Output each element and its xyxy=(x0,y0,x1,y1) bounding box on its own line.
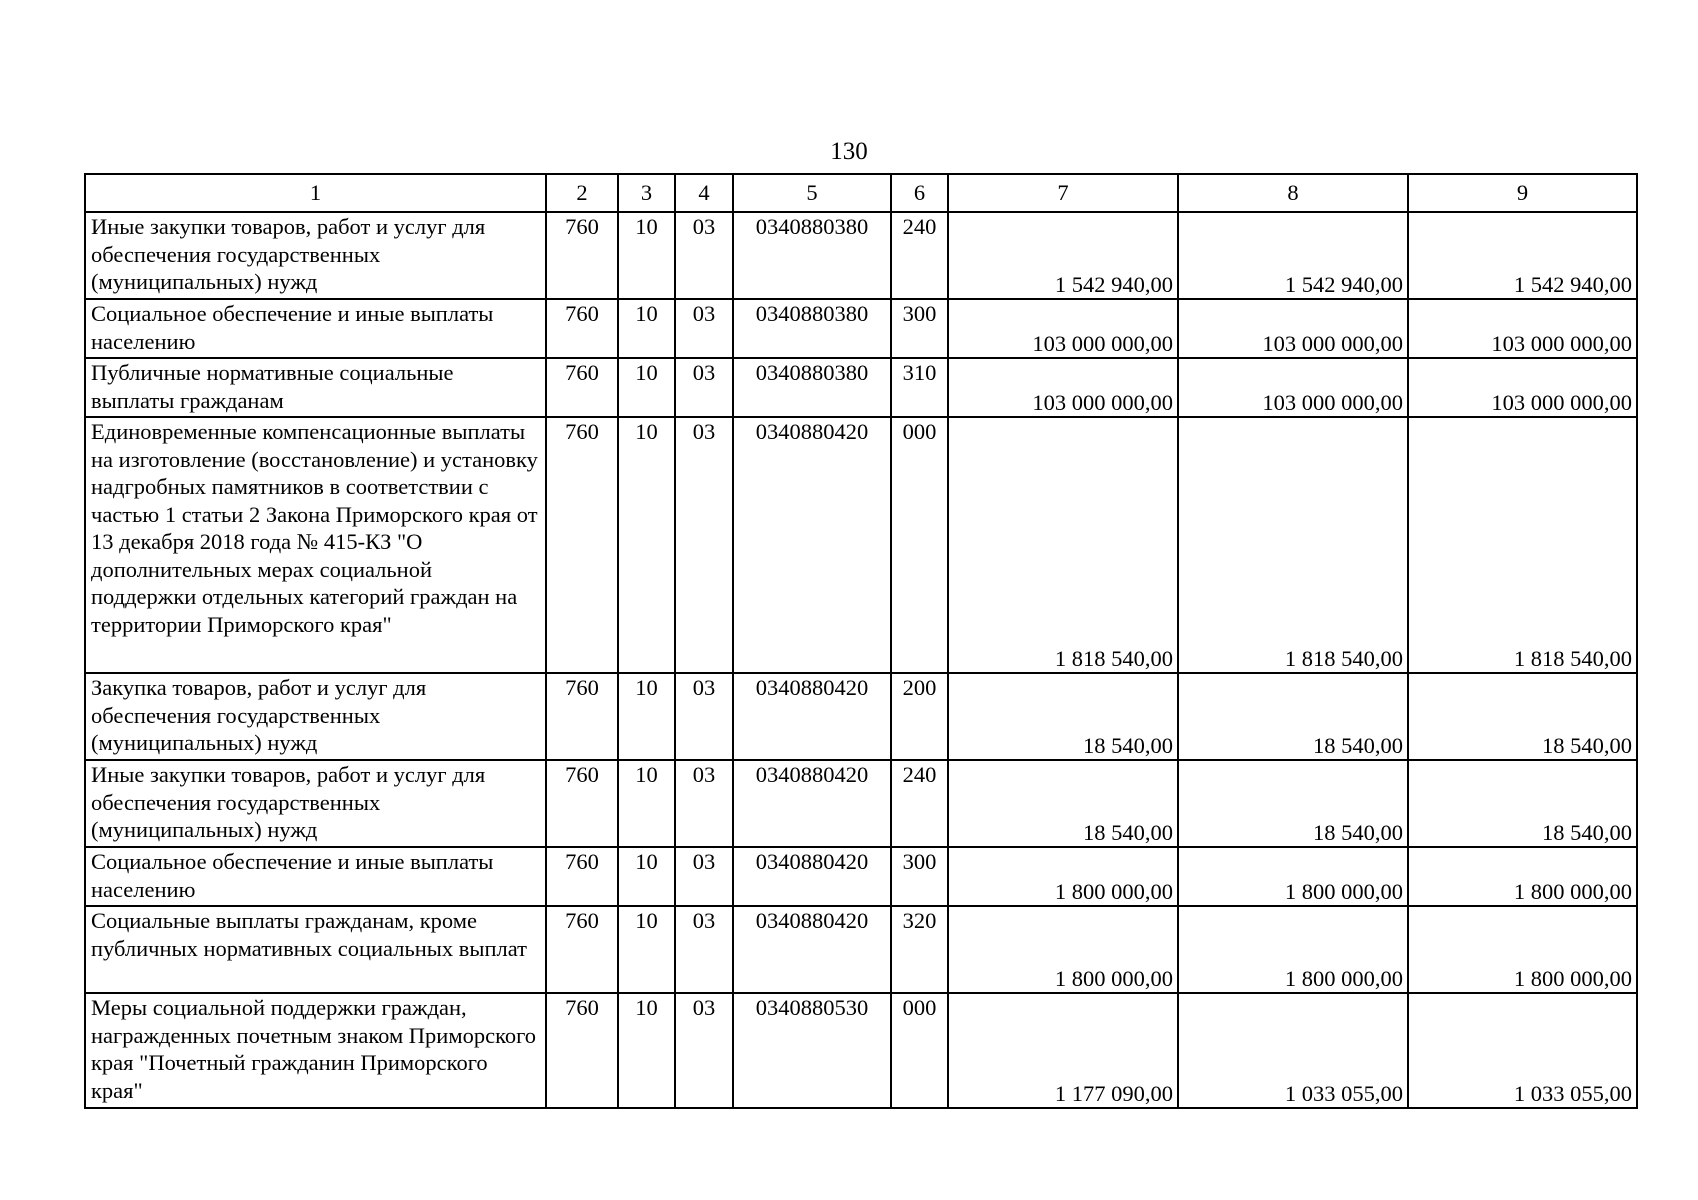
amount-col-8: 1 033 055,00 xyxy=(1178,993,1408,1108)
expense-type-code: 240 xyxy=(891,212,948,299)
table-row xyxy=(85,299,1637,358)
target-article-code: 0340880380 xyxy=(733,299,891,358)
header-cell: 5 xyxy=(733,174,891,212)
item-name: Закупка товаров, работ и услуг для обеспечения государственных (муниципальных) нужд xyxy=(85,673,546,760)
table-row xyxy=(85,673,1637,760)
section-code: 10 xyxy=(618,847,675,906)
ministry-code: 760 xyxy=(546,993,618,1108)
subsection-code: 03 xyxy=(675,299,733,358)
target-article-code: 0340880380 xyxy=(733,212,891,299)
item-name: Социальные выплаты гражданам, кроме публичных нормативных социальных выплат xyxy=(85,906,546,993)
amount-col-8: 103 000 000,00 xyxy=(1178,358,1408,417)
section-code: 10 xyxy=(618,760,675,847)
section-code: 10 xyxy=(618,417,675,673)
header-cell: 6 xyxy=(891,174,948,212)
table-row xyxy=(85,993,1637,1108)
target-article-code: 0340880420 xyxy=(733,847,891,906)
page-number: 130 xyxy=(830,138,868,165)
target-article-code: 0340880420 xyxy=(733,906,891,993)
amount-col-9: 1 542 940,00 xyxy=(1408,212,1637,299)
ministry-code: 760 xyxy=(546,673,618,760)
header-cell: 4 xyxy=(675,174,733,212)
amount-col-8: 1 800 000,00 xyxy=(1178,847,1408,906)
target-article-code: 0340880420 xyxy=(733,417,891,673)
item-name: Иные закупки товаров, работ и услуг для обеспечения государственных (муниципальных) нужд xyxy=(85,760,546,847)
item-name: Иные закупки товаров, работ и услуг для обеспечения государственных (муниципальных) нужд xyxy=(85,212,546,299)
expense-type-code: 310 xyxy=(891,358,948,417)
ministry-code: 760 xyxy=(546,906,618,993)
subsection-code: 03 xyxy=(675,847,733,906)
item-name: Единовременные компенсационные выплаты на изготовление (восстановление) и установку надгробных памятников в соответствии с частью 1 статьи 2 Закона Приморского края от 13 декабря 2018 года № 415-КЗ "О дополнительных мерах социальной поддержки отдельных категорий граждан на территории Приморского края" xyxy=(85,417,546,673)
header-cell: 8 xyxy=(1178,174,1408,212)
subsection-code: 03 xyxy=(675,906,733,993)
ministry-code: 760 xyxy=(546,212,618,299)
budget-table xyxy=(84,173,1638,1109)
amount-col-9: 1 033 055,00 xyxy=(1408,993,1637,1108)
header-cell: 7 xyxy=(948,174,1178,212)
target-article-code: 0340880530 xyxy=(733,993,891,1108)
table-row xyxy=(85,760,1637,847)
amount-col-8: 18 540,00 xyxy=(1178,673,1408,760)
subsection-code: 03 xyxy=(675,417,733,673)
subsection-code: 03 xyxy=(675,212,733,299)
header-cell: 9 xyxy=(1408,174,1637,212)
amount-col-7: 103 000 000,00 xyxy=(948,358,1178,417)
amount-col-8: 1 542 940,00 xyxy=(1178,212,1408,299)
table-row xyxy=(85,417,1637,673)
subsection-code: 03 xyxy=(675,993,733,1108)
header-cell: 2 xyxy=(546,174,618,212)
amount-col-9: 18 540,00 xyxy=(1408,673,1637,760)
item-name: Социальное обеспечение и иные выплаты населению xyxy=(85,299,546,358)
section-code: 10 xyxy=(618,673,675,760)
table-row xyxy=(85,212,1637,299)
item-name: Публичные нормативные социальные выплаты гражданам xyxy=(85,358,546,417)
expense-type-code: 300 xyxy=(891,847,948,906)
target-article-code: 0340880420 xyxy=(733,673,891,760)
subsection-code: 03 xyxy=(675,673,733,760)
expense-type-code: 200 xyxy=(891,673,948,760)
header-cell: 1 xyxy=(85,174,546,212)
expense-type-code: 240 xyxy=(891,760,948,847)
ministry-code: 760 xyxy=(546,417,618,673)
amount-col-9: 1 818 540,00 xyxy=(1408,417,1637,673)
amount-col-7: 18 540,00 xyxy=(948,760,1178,847)
subsection-code: 03 xyxy=(675,760,733,847)
amount-col-7: 1 818 540,00 xyxy=(948,417,1178,673)
table-row xyxy=(85,906,1637,993)
ministry-code: 760 xyxy=(546,760,618,847)
amount-col-7: 1 800 000,00 xyxy=(948,906,1178,993)
expense-type-code: 000 xyxy=(891,993,948,1108)
table-row xyxy=(85,358,1637,417)
amount-col-9: 103 000 000,00 xyxy=(1408,358,1637,417)
target-article-code: 0340880420 xyxy=(733,760,891,847)
expense-type-code: 000 xyxy=(891,417,948,673)
table-row xyxy=(85,847,1637,906)
section-code: 10 xyxy=(618,993,675,1108)
amount-col-8: 103 000 000,00 xyxy=(1178,299,1408,358)
section-code: 10 xyxy=(618,906,675,993)
amount-col-8: 1 818 540,00 xyxy=(1178,417,1408,673)
amount-col-7: 1 800 000,00 xyxy=(948,847,1178,906)
ministry-code: 760 xyxy=(546,358,618,417)
subsection-code: 03 xyxy=(675,358,733,417)
amount-col-9: 1 800 000,00 xyxy=(1408,906,1637,993)
ministry-code: 760 xyxy=(546,847,618,906)
amount-col-7: 18 540,00 xyxy=(948,673,1178,760)
amount-col-7: 103 000 000,00 xyxy=(948,299,1178,358)
amount-col-7: 1 542 940,00 xyxy=(948,212,1178,299)
item-name: Социальное обеспечение и иные выплаты населению xyxy=(85,847,546,906)
section-code: 10 xyxy=(618,299,675,358)
header-cell: 3 xyxy=(618,174,675,212)
amount-col-8: 18 540,00 xyxy=(1178,760,1408,847)
expense-type-code: 300 xyxy=(891,299,948,358)
amount-col-9: 103 000 000,00 xyxy=(1408,299,1637,358)
amount-col-9: 1 800 000,00 xyxy=(1408,847,1637,906)
header-row xyxy=(85,174,1637,212)
target-article-code: 0340880380 xyxy=(733,358,891,417)
section-code: 10 xyxy=(618,212,675,299)
section-code: 10 xyxy=(618,358,675,417)
amount-col-8: 1 800 000,00 xyxy=(1178,906,1408,993)
amount-col-9: 18 540,00 xyxy=(1408,760,1637,847)
item-name: Меры социальной поддержки граждан, награжденных почетным знаком Приморского края "Почетный гражданин Приморского края" xyxy=(85,993,546,1108)
ministry-code: 760 xyxy=(546,299,618,358)
amount-col-7: 1 177 090,00 xyxy=(948,993,1178,1108)
expense-type-code: 320 xyxy=(891,906,948,993)
